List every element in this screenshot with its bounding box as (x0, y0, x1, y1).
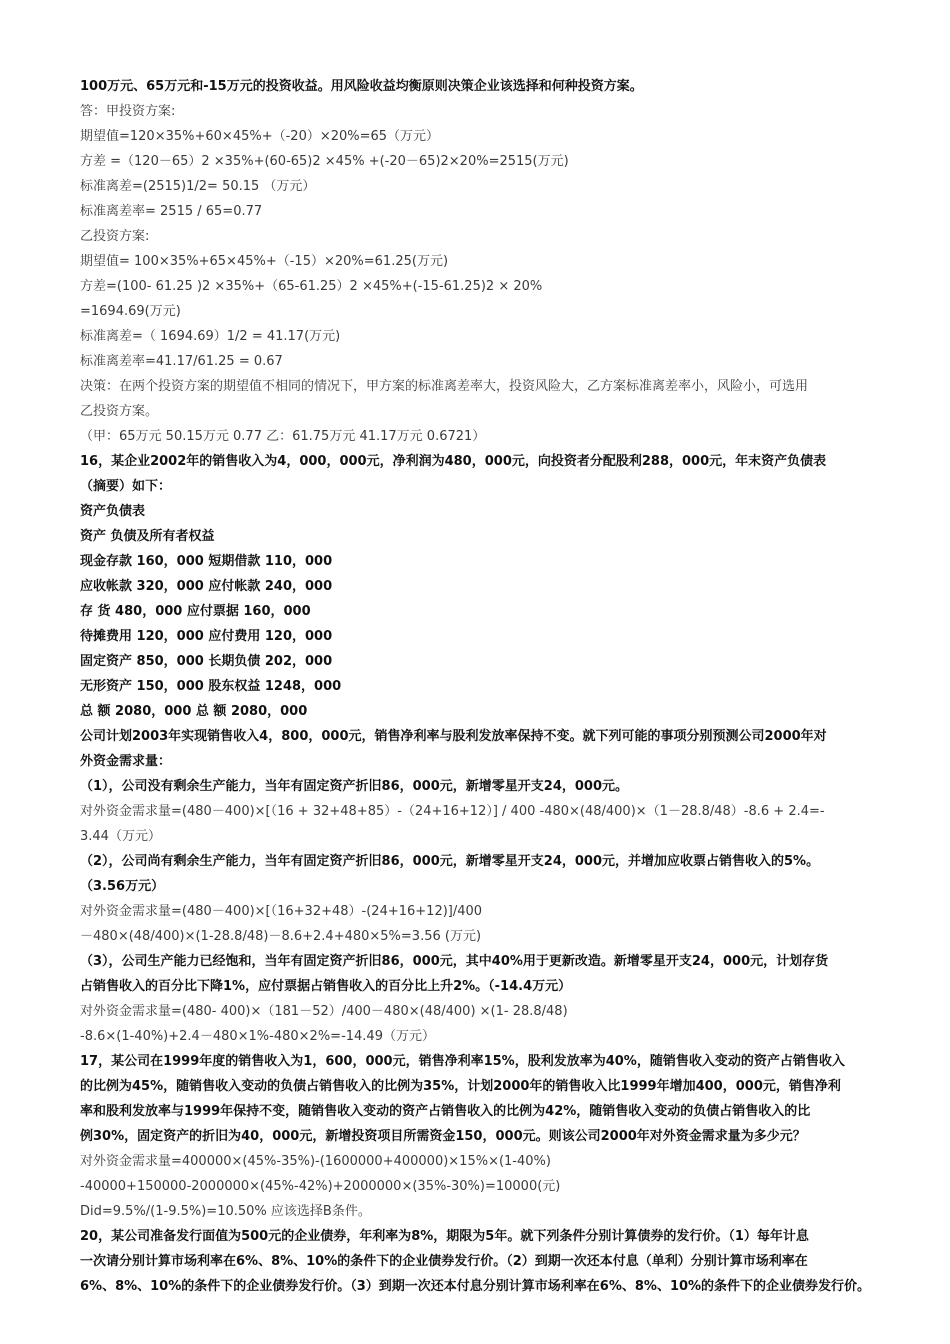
text-line: （1），公司没有剩余生产能力，当年有固定资产折旧86，000元，新增零星开支24，000元。 (80, 779, 628, 794)
text-line: －480×(48/400)×(1-28.8/48)－8.6+2.4+480×5%=3.56 (万元) (80, 929, 482, 944)
text-line: 资产负债表 (80, 504, 146, 519)
text-line: 对外资金需求量=(480－400)×[（16 + 32+48+85）-（24+16+12）] / 400 -480×(48/400)×（1－28.8/48）-8.6 + 2.4=- (80, 804, 825, 819)
text-line: 公司计划2003年实现销售收入4，800，000元，销售净利率与股利发放率保持不变。就下列可能的事项分别预测公司2000年对 (80, 729, 827, 744)
text-line: 方差=(100- 61.25 )2 ×35%+（65-61.25）2 ×45%+(-15-61.25)2 × 20% (80, 279, 543, 294)
text-line: 3.44（万元） (80, 829, 161, 844)
text-line: （3），公司生产能力已经饱和，当年有固定资产折旧86，000元，其中40%用于更新改造。新增零星开支24，000元，计划存货 (80, 954, 829, 969)
text-line: 答：甲投资方案: (80, 104, 176, 119)
text-line: 待摊费用 120，000 应付费用 120，000 (80, 629, 333, 644)
text-line: 率和股利发放率与1999年保持不变，随销售收入变动的资产占销售收入的比例为42%，随销售收入变动的负债占销售收入的比 (80, 1104, 811, 1119)
text-line: 现金存款 160，000 短期借款 110，000 (80, 554, 333, 569)
text-line: 乙投资方案: (80, 229, 150, 244)
text-line: 固定资产 850，000 长期负债 202，000 (80, 654, 333, 669)
text-line: 100万元、65万元和-15万元的投资收益。用风险收益均衡原则决策企业该选择和何种投资方案。 (80, 79, 643, 94)
text-line: 17，某公司在1999年度的销售收入为1，600，000元，销售净利率15%，股利发放率为40%，随销售收入变动的资产占销售收入 (80, 1054, 845, 1069)
text-line: （摘要）如下： (80, 479, 172, 494)
text-line: 标准离差率=41.17/61.25 = 0.67 (80, 354, 283, 369)
text-line: 决策：在两个投资方案的期望值不相同的情况下，甲方案的标准离差率大，投资风险大，乙方案标准离差率小，风险小，可选用 (80, 379, 809, 394)
text-line: （2），公司尚有剩余生产能力，当年有固定资产折旧86，000元，新增零星开支24，000元，并增加应收票占销售收入的5%。 (80, 854, 820, 869)
text-line: -8.6×(1-40%)+2.4－480×1%-480×2%=-14.49（万元） (80, 1029, 435, 1044)
text-line: 的比例为45%，随销售收入变动的负债占销售收入的比例为35%，计划2000年的销售收入比1999年增加400，000元，销售净利 (80, 1079, 841, 1094)
text-line: 资产 负债及所有者权益 (80, 529, 215, 544)
text-line: 方差 =（120－65）2 ×35%+(60-65)2 ×45% +(-20－65)2×20%=2515(万元) (80, 154, 569, 169)
text-line: 16，某企业2002年的销售收入为4，000，000元，净利润为480，000元，向投资者分配股利288，000元，年末资产负债表 (80, 454, 827, 469)
text-line: 一次请分别计算市场利率在6%、8%、10%的条件下的企业债券发行价。（2）到期一次还本付息（单利）分别计算市场利率在 (80, 1254, 808, 1269)
text-line: =1694.69(万元) (80, 304, 181, 319)
text-line: 6%、8%、10%的条件下的企业债券发行价。（3）到期一次还本付息分别计算市场利率在6%、8%、10%的条件下的企业债券发行价。 (80, 1279, 871, 1294)
text-line: Did=9.5%/(1-9.5%)=10.50% 应该选择B条件。 (80, 1204, 371, 1219)
text-line: 期望值=120×35%+60×45%+（-20）×20%=65（万元） (80, 129, 440, 144)
text-line: 对外资金需求量=(480- 400)×（181－52）/400－480×(48/400) ×(1- 28.8/48) (80, 1004, 568, 1019)
text-line: 20，某公司准备发行面值为500元的企业债券，年利率为8%，期限为5年。就下列条件分别计算债券的发行价。（1）每年计息 (80, 1229, 809, 1244)
text-line: （3.56万元） (80, 879, 165, 894)
text-line: 对外资金需求量=(480－400)×[（16+32+48）-(24+16+12)]/400 (80, 904, 483, 919)
text-line: 对外资金需求量=400000×(45%-35%)-(1600000+400000)×15%×(1-40%) (80, 1154, 551, 1169)
text-line: 标准离差=(2515)1/2= 50.15 （万元） (80, 179, 316, 194)
text-line: 存 货 480，000 应付票据 160，000 (80, 604, 311, 619)
text-line: （甲：65万元 50.15万元 0.77 乙：61.75万元 41.17万元 0.6721） (80, 429, 486, 444)
text-line: 应收帐款 320，000 应付帐款 240，000 (80, 579, 333, 594)
text-line: 例30%，固定资产的折旧为40，000元，新增投资项目所需资金150，000元。则该公司2000年对外资金需求量为多少元？ (80, 1129, 806, 1144)
text-line: 乙投资方案。 (80, 404, 159, 419)
text-line: 总 额 2080，000 总 额 2080，000 (80, 704, 308, 719)
text-line: 占销售收入的百分比下降1%，应付票据占销售收入的百分比上升2%。（-14.4万元） (80, 979, 572, 994)
text-line: 外资金需求量： (80, 754, 172, 769)
text-line: 标准离差率= 2515 / 65=0.77 (80, 204, 263, 219)
text-line: -40000+150000-2000000×(45%-42%)+2000000×(35%-30%)=10000(元) (80, 1179, 561, 1194)
text-line: 期望值= 100×35%+65×45%+（-15）×20%=61.25(万元) (80, 254, 449, 269)
text-line: 标准离差=（ 1694.69）1/2 = 41.17(万元) (80, 329, 341, 344)
text-line: 无形资产 150，000 股东权益 1248，000 (80, 679, 342, 694)
